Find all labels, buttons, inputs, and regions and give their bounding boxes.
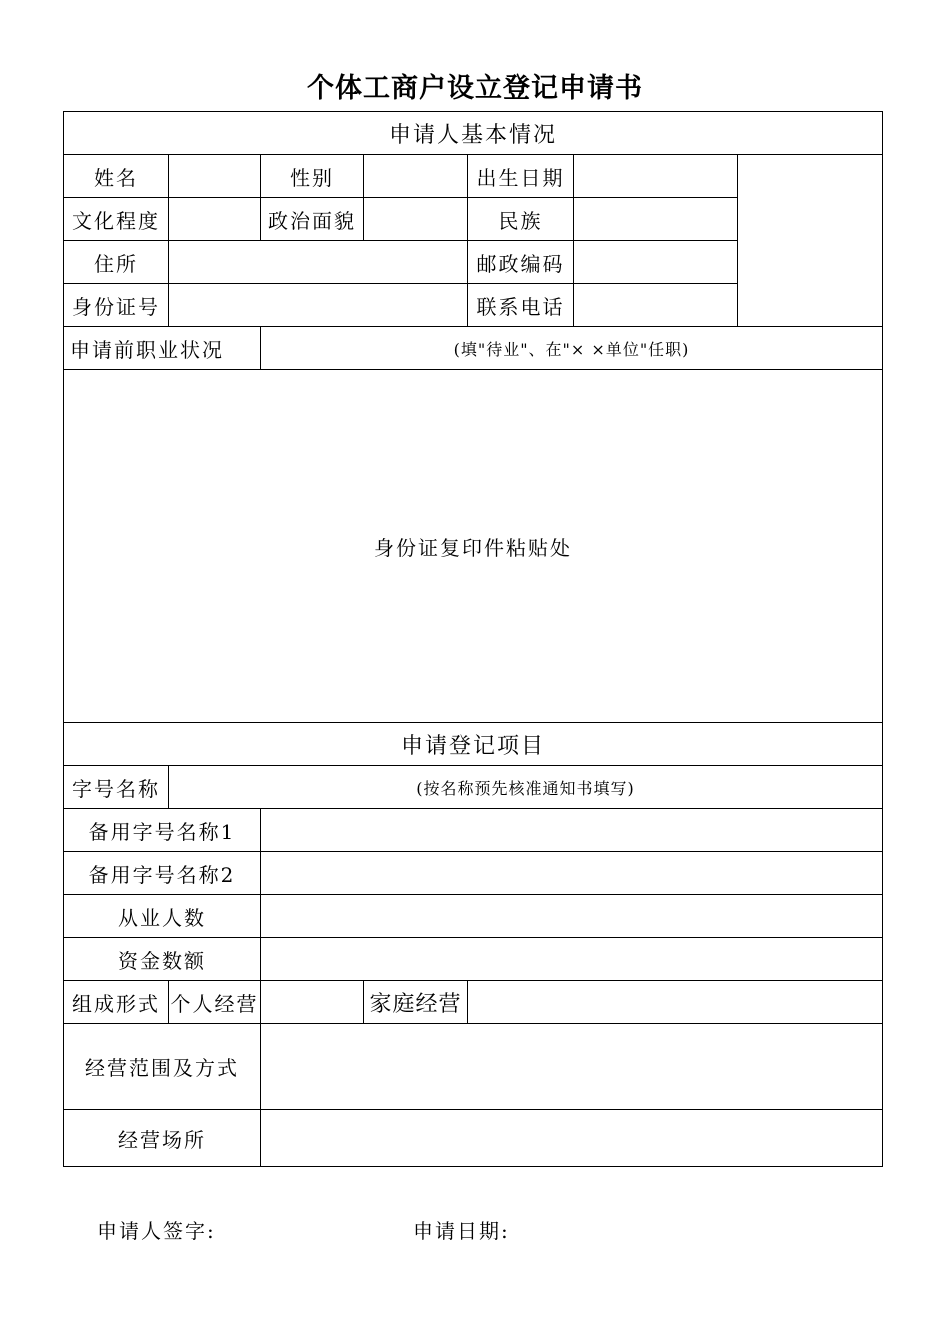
education-field[interactable] bbox=[169, 198, 261, 241]
phone-field[interactable] bbox=[574, 284, 738, 327]
application-form-table bbox=[63, 111, 883, 1167]
postal-code-field[interactable] bbox=[574, 241, 738, 284]
family-label: 家庭经营 bbox=[364, 981, 468, 1024]
residence-label: 住所 bbox=[64, 241, 169, 284]
id-number-field[interactable] bbox=[169, 284, 468, 327]
alt-name-1-label: 备用字号名称1 bbox=[64, 809, 261, 852]
id-number-label: 身份证号 bbox=[64, 284, 169, 327]
section-registration-header: 申请登记项目 bbox=[64, 723, 883, 766]
photo-area[interactable] bbox=[738, 155, 883, 327]
prior-occupation-label: 申请前职业状况 bbox=[64, 327, 261, 370]
political-status-label: 政治面貌 bbox=[261, 198, 364, 241]
trade-name-field[interactable]: (按名称预先核准通知书填写) bbox=[169, 766, 883, 809]
political-status-field[interactable] bbox=[364, 198, 468, 241]
employees-field[interactable] bbox=[261, 895, 883, 938]
ethnicity-label: 民族 bbox=[468, 198, 574, 241]
phone-label: 联系电话 bbox=[468, 284, 574, 327]
residence-field[interactable] bbox=[169, 241, 468, 284]
capital-label: 资金数额 bbox=[64, 938, 261, 981]
postal-code-label: 邮政编码 bbox=[468, 241, 574, 284]
alt-name-2-label: 备用字号名称2 bbox=[64, 852, 261, 895]
alt-name-2-field[interactable] bbox=[261, 852, 883, 895]
trade-name-label: 字号名称 bbox=[64, 766, 169, 809]
employees-label: 从业人数 bbox=[64, 895, 261, 938]
section-applicant-header: 申请人基本情况 bbox=[64, 112, 883, 155]
gender-field[interactable] bbox=[364, 155, 468, 198]
name-field[interactable] bbox=[169, 155, 261, 198]
id-copy-paste-area[interactable]: 身份证复印件粘贴处 bbox=[64, 370, 883, 723]
birth-date-field[interactable] bbox=[574, 155, 738, 198]
application-date-label: 申请日期: bbox=[413, 1219, 510, 1243]
premises-field[interactable] bbox=[261, 1110, 883, 1167]
alt-name-1-field[interactable] bbox=[261, 809, 883, 852]
family-field[interactable] bbox=[468, 981, 883, 1024]
form-title: 个体工商户设立登记申请书 bbox=[307, 73, 643, 104]
scope-label: 经营范围及方式 bbox=[64, 1024, 261, 1110]
capital-field[interactable] bbox=[261, 938, 883, 981]
org-form-label: 组成形式 bbox=[64, 981, 169, 1024]
gender-label: 性别 bbox=[261, 155, 364, 198]
premises-label: 经营场所 bbox=[64, 1110, 261, 1167]
ethnicity-field[interactable] bbox=[574, 198, 738, 241]
education-label: 文化程度 bbox=[64, 198, 169, 241]
birth-date-label: 出生日期 bbox=[468, 155, 574, 198]
individual-field[interactable] bbox=[261, 981, 364, 1024]
name-label: 姓名 bbox=[64, 155, 169, 198]
prior-occupation-field[interactable]: (填"待业"、在"× ×单位"任职) bbox=[261, 327, 883, 370]
signature-label: 申请人签字: bbox=[97, 1219, 216, 1243]
individual-label: 个人经营 bbox=[169, 981, 261, 1024]
scope-field[interactable] bbox=[261, 1024, 883, 1110]
